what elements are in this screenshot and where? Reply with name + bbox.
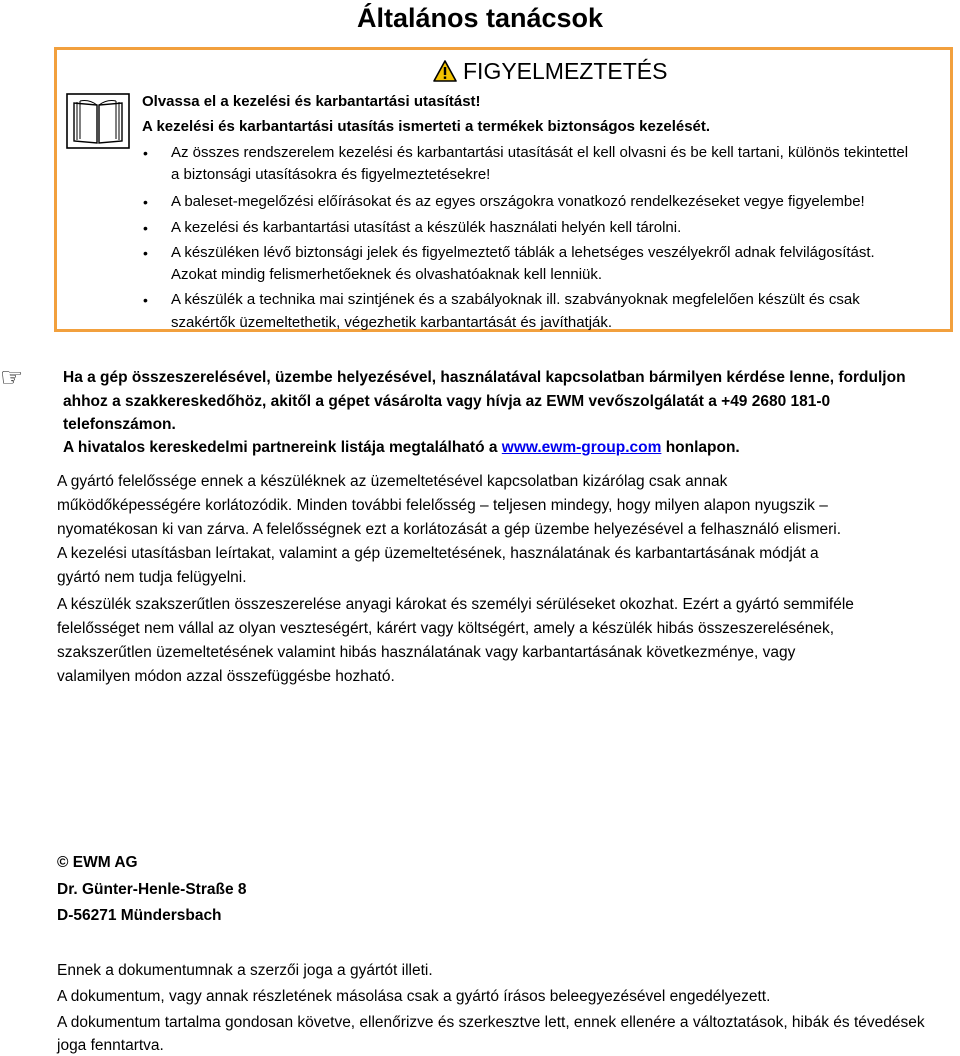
manual-book-icon: [66, 93, 130, 149]
bullet-4-line-2: Azokat mindig felismerhetőeknek és olvashatóaknak kell lenniük.: [171, 266, 603, 283]
copyright-line-2: A dokumentum, vagy annak részletének másolása csak a gyártó írásos beleegyezésével engedélyezett.: [57, 988, 771, 1005]
note-line-2: ahhoz a szakkereskedőhöz, akitől a gépet vásárolta vagy hívja az EWM vevőszolgálatát a +49 2680 181-0: [63, 393, 831, 410]
bullet-2-line-1: A baleset-megelőzési előírásokat és az egyes országokra vonatkozó rendelkezéseket vegye figyelembe!: [171, 193, 865, 210]
warning-header-text: FIGYELMEZTETÉS: [463, 58, 668, 84]
liability-p1-line-4: A kezelési utasításban leírtakat, valamint a gép üzemeltetésének, használatának és karbantartásának módját a: [57, 545, 819, 562]
warning-intro-1: Olvassa el a kezelési és karbantartási utasítást!: [142, 93, 481, 110]
liability-p2-line-4: valamilyen módon azzal összefüggésbe hozható.: [57, 668, 395, 685]
bullet-marker: •: [143, 245, 148, 261]
pointing-hand-icon: ☞: [0, 362, 24, 392]
bullet-5-line-2: szakértők üzemeltethetik, végezhetik karbantartását és javíthatják.: [171, 314, 613, 331]
note-line-3: telefonszámon.: [63, 416, 176, 433]
bullet-1-line-1: Az összes rendszerelem kezelési és karbantartási utasítását el kell olvasni és be kell tartani, különös tekintettel: [171, 144, 909, 161]
liability-p1-line-1: A gyártó felelőssége ennek a készüléknek az üzemeltetésével kapcsolatban kizárólag csak annak: [57, 473, 728, 490]
warning-header: [433, 56, 667, 86]
note-line-4-prefix: A hivatalos kereskedelmi partnereink listája megtalálható a: [63, 439, 502, 456]
liability-p2-line-1: A készülék szakszerűtlen összeszerelése anyagi károkat és személyi sérüléseket okozhat. Ezért a gyártó semmiféle: [57, 596, 854, 613]
bullet-marker: •: [143, 194, 148, 210]
bullet-1-line-2: a biztonsági utasításokra és figyelmeztetésekre!: [171, 166, 491, 183]
bullet-marker: •: [143, 220, 148, 236]
warning-intro-2: A kezelési és karbantartási utasítás ismerteti a termékek biztonságos kezelését.: [142, 118, 711, 135]
note-line-4: [63, 438, 740, 458]
liability-p1-line-5: gyártó nem tudja felügyelni.: [57, 569, 247, 586]
page-title: Általános tanácsok: [356, 3, 604, 33]
liability-p2-line-3: szakszerűtlen üzemeltetésének valamint hibás használatának vagy karbantartásának következménye, vagy: [57, 644, 796, 661]
bullet-4-line-1: A készüléken lévő biztonsági jelek és figyelmeztető táblák a lehetséges veszélyekről adnak felvilágosítást.: [171, 244, 875, 261]
company-name: © EWM AG: [57, 854, 138, 871]
bullet-3-line-1: A kezelési és karbantartási utasítást a készülék használati helyén kell tárolni.: [171, 219, 682, 236]
liability-p1-line-3: nyomatékosan ki van zárva. A felelősségnek ezt a korlátozását a gép üzembe helyezésével a felhasználó elismeri.: [57, 521, 842, 538]
copyright-line-3: A dokumentum tartalma gondosan követve, ellenőrizve és szerkesztve lett, ennek ellenére a változtatások, hibák és tévedések: [57, 1014, 925, 1031]
copyright-line-1: Ennek a dokumentumnak a szerzői joga a gyártót illeti.: [57, 962, 433, 979]
note-line-4-suffix: honlapon.: [661, 439, 740, 456]
liability-p2-line-2: felelősséget nem vállal az olyan veszteségért, kárért vagy költségért, amely a készülék hibás összeszerelésének,: [57, 620, 835, 637]
bullet-5-line-1: A készülék a technika mai szintjének és a szabályoknak ill. szabványoknak megfelelően készült és csak: [171, 291, 860, 308]
bullet-marker: •: [143, 292, 148, 308]
copyright-line-4: joga fenntartva.: [57, 1037, 164, 1054]
website-link[interactable]: www.ewm-group.com: [501, 439, 662, 456]
bullet-marker: •: [143, 145, 148, 161]
company-city: D-56271 Mündersbach: [57, 907, 222, 924]
liability-p1-line-2: működőképességére korlátozódik. Minden további felelősség – teljesen mindegy, hogy milyen alapon nyugszik –: [57, 497, 828, 514]
note-line-1: Ha a gép összeszerelésével, üzembe helyezésével, használatával kapcsolatban bármilyen kérdése lenne, forduljon: [63, 369, 906, 386]
warning-triangle-icon: [433, 60, 457, 82]
company-street: Dr. Günter-Henle-Straße 8: [57, 881, 247, 898]
